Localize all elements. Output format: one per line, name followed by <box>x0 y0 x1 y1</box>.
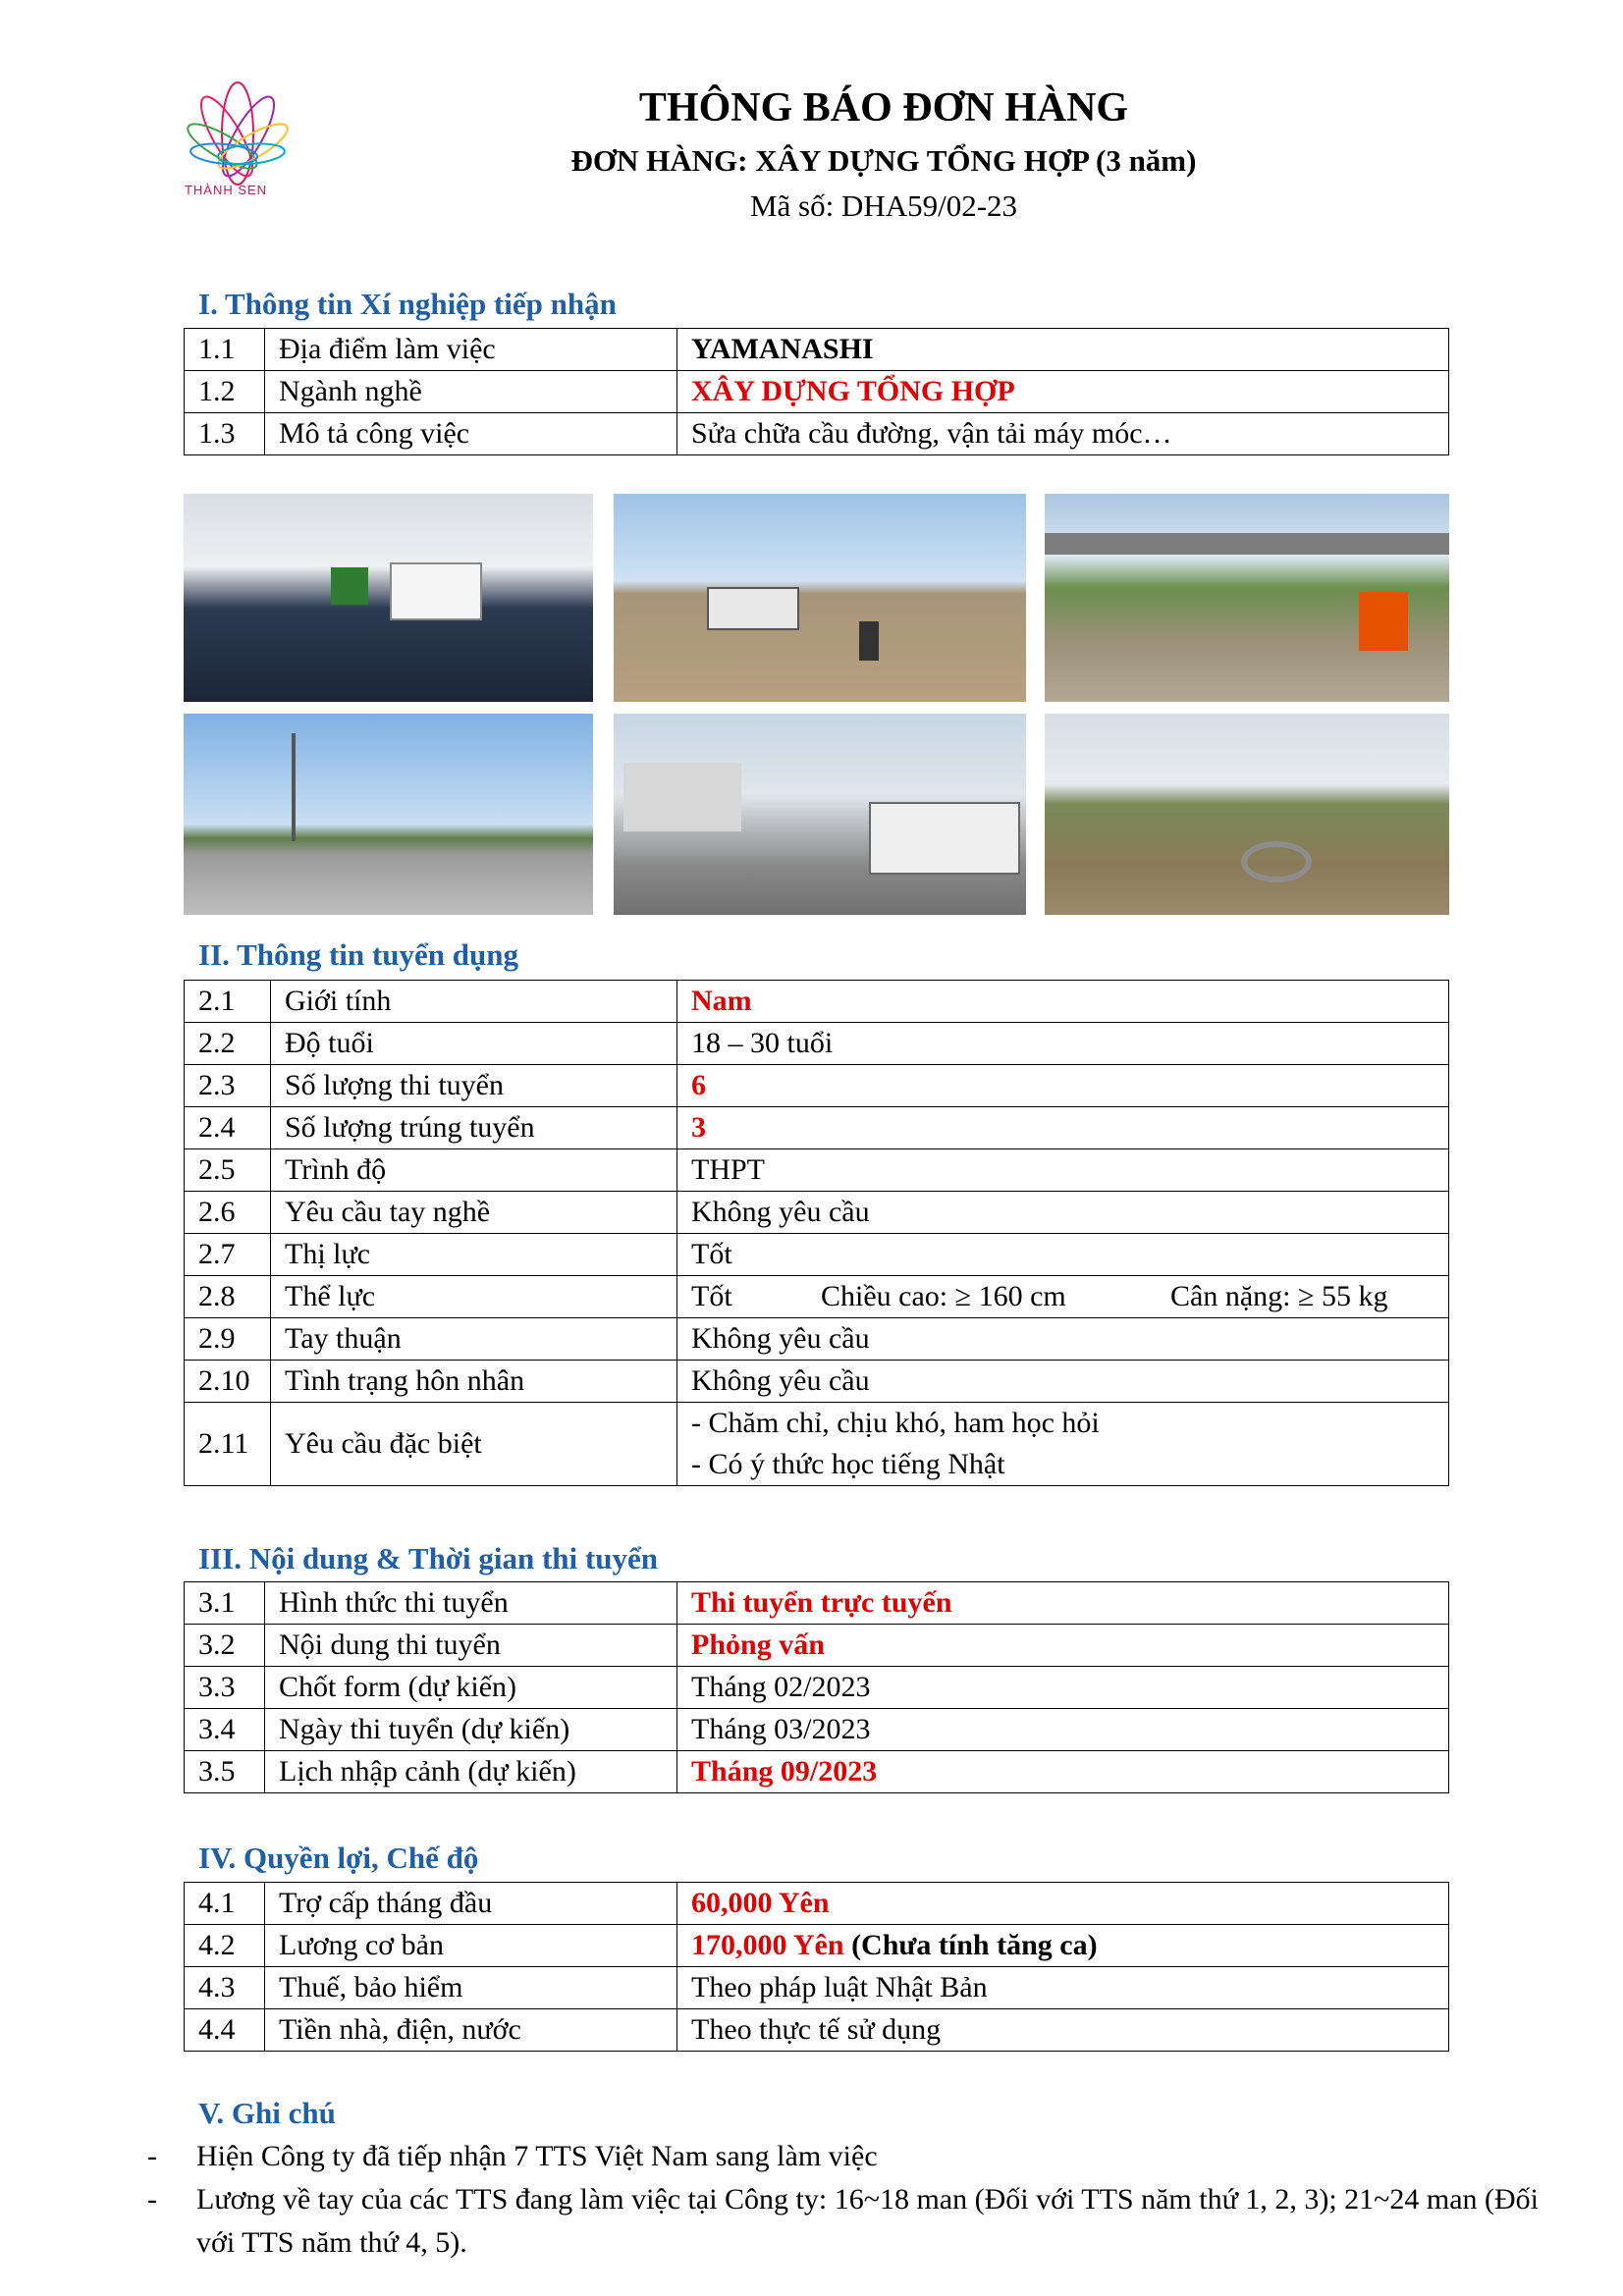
first-month-allowance: 60,000 Yên <box>677 1883 1449 1925</box>
gender: Nam <box>677 981 1449 1023</box>
table-row <box>185 329 1449 371</box>
row-number: 3.1 <box>185 1582 265 1625</box>
row-number: 2.11 <box>185 1403 271 1486</box>
section-5-heading: V. Ghi chú <box>198 2096 336 2130</box>
row-number: 2.9 <box>185 1318 271 1361</box>
row-label: Thể lực <box>271 1276 677 1318</box>
weight-requirement: Cân nặng: ≥ 55 kg <box>1170 1280 1388 1312</box>
section-3-heading: III. Nội dung & Thời gian thi tuyển <box>198 1541 658 1575</box>
row-number: 4.4 <box>185 2009 265 2052</box>
row-number: 2.5 <box>185 1149 271 1192</box>
table-row <box>185 1234 1449 1276</box>
marital-status: Không yêu cầu <box>677 1361 1449 1403</box>
row-number: 2.8 <box>185 1276 271 1318</box>
row-label: Chốt form (dự kiến) <box>265 1667 677 1709</box>
hires-count: 3 <box>677 1107 1449 1149</box>
handedness: Không yêu cầu <box>677 1318 1449 1361</box>
table-row <box>185 1318 1449 1361</box>
benefits-table <box>184 1882 1449 2052</box>
candidates-count: 6 <box>677 1065 1449 1107</box>
housing-utilities: Theo thực tế sử dụng <box>677 2009 1449 2052</box>
page-title: THÔNG BÁO ĐƠN HÀNG <box>638 85 1129 131</box>
row-label: Tay thuận <box>271 1318 677 1361</box>
row-number: 3.3 <box>185 1667 265 1709</box>
table-row <box>185 413 1449 455</box>
table-row <box>185 1625 1449 1667</box>
row-label: Nội dung thi tuyển <box>265 1625 677 1667</box>
row-number: 2.3 <box>185 1065 271 1107</box>
field-work-photo <box>614 494 1026 702</box>
industry: XÂY DỰNG TỔNG HỢP <box>677 371 1449 413</box>
row-label: Thị lực <box>271 1234 677 1276</box>
table-row <box>185 1925 1449 1967</box>
row-label: Tiền nhà, điện, nước <box>265 2009 677 2052</box>
row-number: 2.2 <box>185 1023 271 1065</box>
row-number: 3.5 <box>185 1751 265 1793</box>
table-row <box>185 1065 1449 1107</box>
recruitment-info-table <box>184 980 1449 1486</box>
table-row <box>185 1403 1449 1486</box>
education: THPT <box>677 1149 1449 1192</box>
fitness-value: Tốt <box>691 1280 732 1312</box>
row-label: Trình độ <box>271 1149 677 1192</box>
table-row <box>185 1023 1449 1065</box>
row-label: Hình thức thi tuyển <box>265 1582 677 1625</box>
exam-content: Phỏng vấn <box>677 1625 1449 1667</box>
training-room-photo <box>184 494 593 702</box>
table-row <box>185 1149 1449 1192</box>
row-label: Yêu cầu tay nghề <box>271 1192 677 1234</box>
row-number: 2.7 <box>185 1234 271 1276</box>
special-requirements <box>677 1403 1449 1486</box>
exam-date: Tháng 03/2023 <box>677 1709 1449 1751</box>
row-label: Mô tả công việc <box>265 413 677 455</box>
row-number: 1.2 <box>185 371 265 413</box>
skill-requirement: Không yêu cầu <box>677 1192 1449 1234</box>
order-code: Mã số: DHA59/02-23 <box>749 188 1018 223</box>
list-item: - Hiện Công ty đã tiếp nhận 7 TTS Việt Nam sang làm việc <box>147 2140 878 2172</box>
row-number: 2.10 <box>185 1361 271 1403</box>
entry-date: Tháng 09/2023 <box>677 1751 1449 1793</box>
table-row <box>185 1192 1449 1234</box>
riverbank-excavator-photo <box>1045 494 1449 702</box>
salary-note: (Chưa tính tăng ca) <box>843 1929 1098 1961</box>
street-truck-photo <box>614 714 1026 915</box>
order-subtitle: ĐƠN HÀNG: XÂY DỰNG TỔNG HỢP (3 năm) <box>570 143 1197 178</box>
row-number: 4.3 <box>185 1967 265 2009</box>
section-2-heading: II. Thông tin tuyển dụng <box>198 937 518 972</box>
table-row <box>185 1967 1449 2009</box>
job-description: Sửa chữa cầu đường, vận tải máy móc… <box>677 413 1449 455</box>
row-number: 2.4 <box>185 1107 271 1149</box>
base-salary: 170,000 Yên <box>691 1929 844 1961</box>
exam-info-table <box>184 1581 1449 1793</box>
note-text: Lương về tay của các TTS đang làm việc tại Công ty: 16~18 man (Đối với TTS năm thứ 1, 2, 3); 21~24 man (Đối với TTS năm thứ 4, 5). <box>196 2183 1540 2259</box>
row-number: 1.3 <box>185 413 265 455</box>
row-label: Yêu cầu đặc biệt <box>271 1403 677 1486</box>
row-label: Lịch nhập cảnh (dự kiến) <box>265 1751 677 1793</box>
table-row <box>185 1667 1449 1709</box>
special-requirement-1: - Chăm chỉ, chịu khó, ham học hỏi <box>691 1407 1100 1439</box>
row-number: 2.6 <box>185 1192 271 1234</box>
exam-format: Thi tuyển trực tuyến <box>677 1582 1449 1625</box>
row-label: Số lượng trúng tuyển <box>271 1107 677 1149</box>
company-info-table <box>184 328 1449 455</box>
tax-insurance: Theo pháp luật Nhật Bản <box>677 1967 1449 2009</box>
table-row <box>185 1361 1449 1403</box>
row-label: Ngành nghề <box>265 371 677 413</box>
row-label: Ngày thi tuyển (dự kiến) <box>265 1709 677 1751</box>
list-item: - Lương về tay của các TTS đang làm việc tại Công ty: 16~18 man (Đối với TTS năm thứ 1, 2, 3); 21~24 man (Đối với TTS năm thứ 4, 5). <box>147 2183 1540 2259</box>
row-number: 2.1 <box>185 981 271 1023</box>
park-path-photo <box>1045 714 1449 915</box>
section-1-heading: I. Thông tin Xí nghiệp tiếp nhận <box>198 287 617 321</box>
table-row <box>185 1107 1449 1149</box>
table-row <box>185 2009 1449 2052</box>
row-label: Địa điểm làm việc <box>265 329 677 371</box>
table-row <box>185 1709 1449 1751</box>
notes-list <box>147 2135 1542 2265</box>
paved-road-photo <box>184 714 593 915</box>
table-row <box>185 1751 1449 1793</box>
physical-condition <box>677 1276 1449 1318</box>
row-number: 4.2 <box>185 1925 265 1967</box>
row-number: 3.2 <box>185 1625 265 1667</box>
row-label: Thuế, bảo hiểm <box>265 1967 677 2009</box>
age-range: 18 – 30 tuổi <box>677 1023 1449 1065</box>
row-number: 4.1 <box>185 1883 265 1925</box>
work-location: YAMANASHI <box>677 329 1449 371</box>
eyesight: Tốt <box>677 1234 1449 1276</box>
section-4-heading: IV. Quyền lợi, Chế độ <box>198 1841 479 1875</box>
row-label: Giới tính <box>271 981 677 1023</box>
row-label: Lương cơ bản <box>265 1925 677 1967</box>
row-number: 1.1 <box>185 329 265 371</box>
special-requirement-2: - Có ý thức học tiếng Nhật <box>691 1448 1005 1480</box>
note-text: Hiện Công ty đã tiếp nhận 7 TTS Việt Nam sang làm việc <box>196 2140 878 2172</box>
row-number: 3.4 <box>185 1709 265 1751</box>
row-label: Độ tuổi <box>271 1023 677 1065</box>
row-label: Trợ cấp tháng đầu <box>265 1883 677 1925</box>
table-row <box>185 981 1449 1023</box>
form-deadline: Tháng 02/2023 <box>677 1667 1449 1709</box>
row-label: Tình trạng hôn nhân <box>271 1361 677 1403</box>
table-row <box>185 1276 1449 1318</box>
row-label: Số lượng thi tuyển <box>271 1065 677 1107</box>
table-row <box>185 1582 1449 1625</box>
height-requirement: Chiều cao: ≥ 160 cm <box>821 1280 1066 1312</box>
logo-text: THÀNH SEN <box>184 183 268 197</box>
base-salary-cell <box>677 1925 1449 1967</box>
table-row <box>185 1883 1449 1925</box>
table-row <box>185 371 1449 413</box>
